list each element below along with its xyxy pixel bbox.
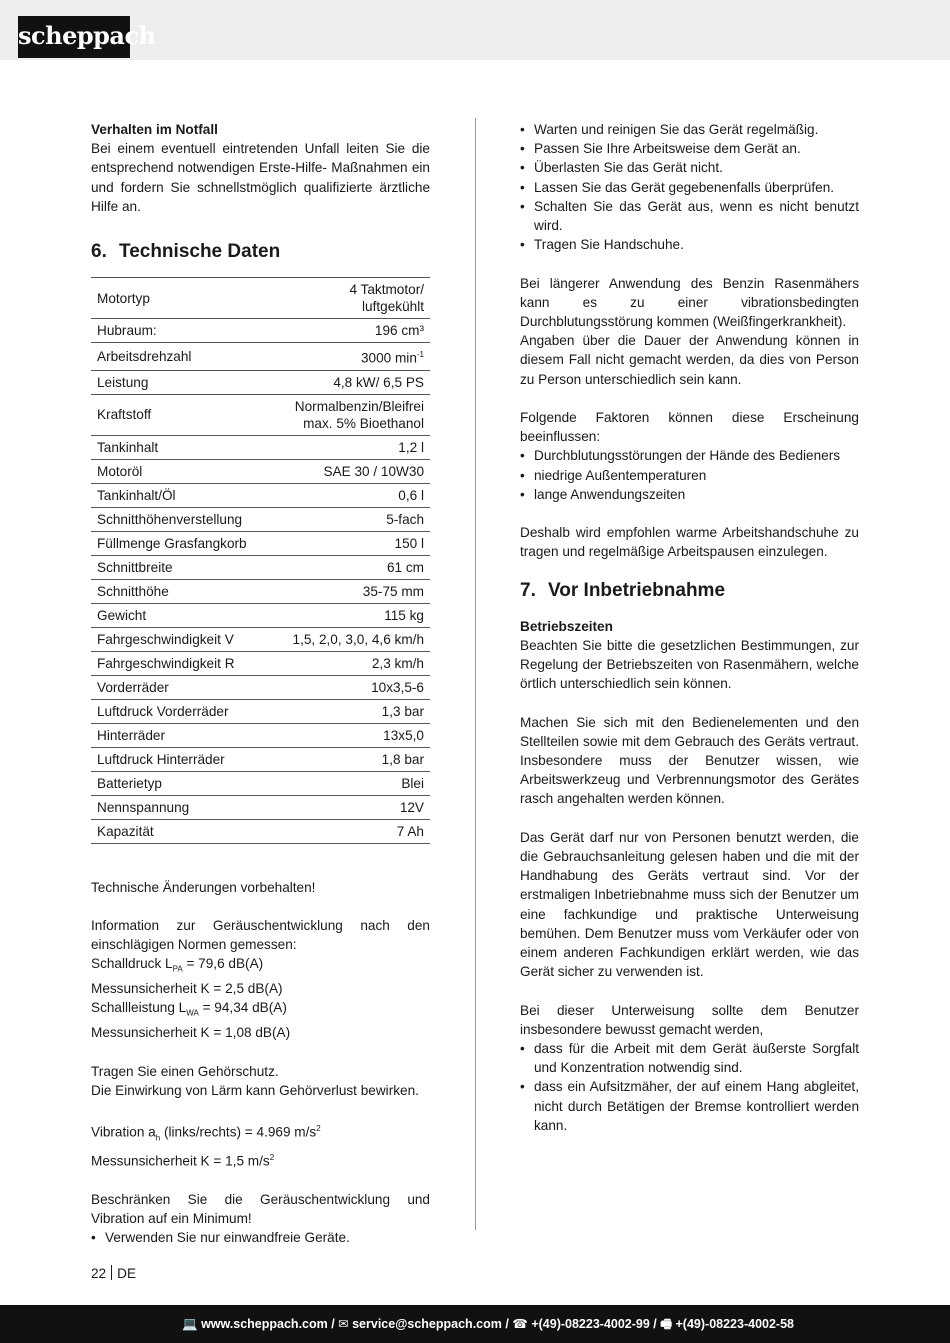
spec-row xyxy=(91,278,430,319)
footer-contact: 💻 www.scheppach.com / ✉ service@scheppach.com / ☎ +(49)-08223-4002-99 / 🖷 +(49)-08223-4002-58 xyxy=(182,1317,794,1331)
limit-text: Beschränken Sie die Geräuschentwicklung und Vibration auf ein Minimum! xyxy=(91,1191,430,1226)
betriebszeiten-heading: Betriebszeiten xyxy=(520,618,613,634)
section-6-title: Technische Daten xyxy=(119,241,281,263)
spec-value: 5-fach xyxy=(386,511,424,527)
spec-value: 0,6 l xyxy=(398,487,424,503)
instruction-intro: Bei dieser Unterweisung sollte dem Benutzer insbesondere bewusst gemacht werden, xyxy=(520,1002,859,1037)
spec-label: Schnittbreite xyxy=(97,559,173,575)
notfall-heading: Verhalten im Notfall xyxy=(91,122,218,137)
spec-label: Arbeitsdrehzahl xyxy=(97,348,192,364)
spec-row xyxy=(91,319,430,343)
spec-row xyxy=(91,555,430,579)
list-item: • Warten und reinigen Sie das Gerät regelmäßig. xyxy=(520,120,859,139)
page-number-separator xyxy=(111,1265,112,1280)
spec-value: 7 Ah xyxy=(396,823,424,839)
noise-line: Schallleistung $L_{WA} = 94,34$ dB(A) xyxy=(91,1000,287,1019)
spec-label: Gewicht xyxy=(97,607,147,623)
noise-intro: Information zur Geräuschentwicklung nach den einschlägigen Normen gemessen: xyxy=(91,917,430,953)
list-item: • Überlasten Sie das Gerät nicht. xyxy=(520,158,859,177)
spec-value: 61 cm xyxy=(386,559,424,575)
spec-row xyxy=(91,603,430,627)
spec-label: Nennspannung xyxy=(97,799,190,815)
spec-value: 1,3 bar xyxy=(381,703,424,719)
spec-row xyxy=(91,370,430,394)
spec-label: Motoröl xyxy=(97,463,143,479)
spec-row xyxy=(91,627,430,651)
spec-label: Fahrgeschwindigkeit V xyxy=(97,631,234,647)
list-item: • Verwenden Sie nur einwandfreie Geräte. xyxy=(91,1228,430,1247)
instruction-bullet-list xyxy=(520,1039,859,1135)
vibration-values xyxy=(91,1119,430,1170)
section-7-heading xyxy=(520,579,859,603)
spec-value: 35-75 mm xyxy=(362,583,424,599)
vibration-line: Vibration $a_h$ (links/rechts) = 4.969 $m/s^2$ xyxy=(91,1124,321,1143)
spec-row xyxy=(91,795,430,819)
spec-row xyxy=(91,675,430,699)
spec-row xyxy=(91,394,430,435)
spec-value: 115 kg xyxy=(384,607,424,623)
spec-label: Leistung xyxy=(97,374,149,390)
spec-value: 1,2 l xyxy=(398,439,424,455)
ear-protection-text: Tragen Sie einen Gehörschutz. xyxy=(91,1063,279,1079)
spec-label: Kraftstoff xyxy=(97,407,152,423)
spec-row xyxy=(91,343,430,371)
technical-data-table xyxy=(91,277,430,844)
list-item: • dass ein Aufsitzmäher, der auf einem Hang abgleitet, nicht durch Betätigen der Bremse kontrolliert werden kann. xyxy=(520,1077,859,1135)
spec-row xyxy=(91,435,430,459)
brand-logo: scheppach xyxy=(18,16,130,58)
spec-value: 1,5, 2,0, 3,0, 4,6 km/h xyxy=(292,631,424,647)
notfall-paragraph: Bei einem eventuell eintretenden Unfall leiten Sie die entsprechend notwendigen Erste-Hilfe- Maßnahmen ein und fordern Sie schnellstmöglich qualifizierte ärztliche Hilfe an. xyxy=(91,141,430,214)
spec-row xyxy=(91,579,430,603)
spec-value: 13x5,0 xyxy=(383,727,424,743)
list-item: • Schalten Sie das Gerät aus, wenn es nicht benutzt wird. xyxy=(520,197,859,235)
spec-value: 4 Taktmotor/ luftgekühlt xyxy=(349,282,424,315)
vibration-line: Messunsicherheit K = 1,5 $m/s^2$ xyxy=(91,1152,275,1169)
spec-row xyxy=(91,531,430,555)
list-item: • Durchblutungsstörungen der Hände des Bedieners xyxy=(520,446,859,465)
right-column xyxy=(520,120,859,1135)
spec-value: 3000 $\min^{-1}$ xyxy=(360,350,424,366)
spec-row xyxy=(91,483,430,507)
spec-row xyxy=(91,747,430,771)
spec-label: Tankinhalt/Öl xyxy=(97,487,176,503)
spec-row xyxy=(91,699,430,723)
spec-label: Vorderräder xyxy=(97,679,169,695)
section-6-heading xyxy=(91,240,430,264)
spec-label: Tankinhalt xyxy=(97,439,159,455)
spec-value: Blei xyxy=(401,775,424,791)
noise-line: Schalldruck $L_{PA} = 79,6$ dB(A) xyxy=(91,956,264,975)
list-item: • Tragen Sie Handschuhe. xyxy=(520,235,859,254)
noise-values xyxy=(91,954,430,1042)
ear-warning-text: Die Einwirkung von Lärm kann Gehörverlust bewirken. xyxy=(91,1082,419,1098)
spec-value: 4,8 kW/ 6,5 PS xyxy=(333,374,424,390)
spec-label: Kapazität xyxy=(97,823,154,839)
vibration-paragraph-1: Bei längerer Anwendung des Benzin Rasenmähers kann es zu einer vibrationsbedingten Durchblutungsstörung kommen (Weißfingerkrankheit). xyxy=(520,275,859,330)
spec-value: Normalbenzin/Bleifrei max. 5% Bioethanol xyxy=(294,398,424,431)
spec-label: Batterietyp xyxy=(97,775,162,791)
list-item: • Passen Sie Ihre Arbeitsweise dem Gerät an. xyxy=(520,139,859,158)
page-number: 22 xyxy=(91,1266,107,1281)
limit-bullet-list xyxy=(91,1228,430,1247)
list-item: • dass für die Arbeit mit dem Gerät äußerste Sorgfalt und Konzentration notwendig sind. xyxy=(520,1039,859,1077)
footer-contact-bar xyxy=(0,1305,950,1343)
left-column xyxy=(91,120,430,1247)
spec-label: Luftdruck Vorderräder xyxy=(97,703,229,719)
spec-value: 150 l xyxy=(394,535,424,551)
spec-row xyxy=(91,723,430,747)
spec-value: 1,8 bar xyxy=(381,751,424,767)
noise-line: Messunsicherheit K = 1,08 dB(A) xyxy=(91,1025,291,1041)
section-7-number: 7. xyxy=(520,579,536,601)
factors-bullet-list xyxy=(520,446,859,504)
spec-label: Schnitthöhenverstellung xyxy=(97,511,243,527)
list-item: • Lassen Sie das Gerät gegebenenfalls überprüfen. xyxy=(520,178,859,197)
section-7-title: Vor Inbetriebnahme xyxy=(548,579,726,601)
spec-label: Motortyp xyxy=(97,290,150,306)
spec-row xyxy=(91,507,430,531)
column-divider xyxy=(475,118,476,1230)
noise-line: Messunsicherheit K = 2,5 dB(A) xyxy=(91,981,283,997)
spec-label: Luftdruck Hinterräder xyxy=(97,751,225,767)
gloves-paragraph: Deshalb wird empfohlen warme Arbeitshandschuhe zu tragen und regelmäßige Arbeitspausen einzulegen. xyxy=(520,525,859,560)
spec-label: Fahrgeschwindigkeit R xyxy=(97,655,235,671)
controls-paragraph: Machen Sie sich mit den Bedienelementen und den Stellteilen sowie mit dem Gebrauch des Geräts vertraut. Insbesondere muss der Benutzer wissen, wie Arbeitswerkzeug und Verbrennungsmotor des Gerätes rasch angehalten werden können. xyxy=(520,714,859,807)
language-code: DE xyxy=(117,1266,137,1281)
spec-value: SAE 30 / 10W30 xyxy=(323,463,424,479)
users-paragraph: Das Gerät darf nur von Personen benutzt werden, die die Gebrauchsanleitung gelesen haben und die mit der Handhabung des Geräts vertraut sind. Vor der erstmaligen Inbetriebnahme muss sich der Benutzer um eine fachkundige und praktische Unterweisung bemühen. Dem Benutzer muss vom Verkäufer oder von einem anderen Fachkundigen erklärt werden, wie das Gerät sicher zu verwenden ist. xyxy=(520,829,859,980)
spec-row xyxy=(91,771,430,795)
spec-label: Schnitthöhe xyxy=(97,583,169,599)
safety-bullet-list xyxy=(520,120,859,254)
factors-intro: Folgende Faktoren können diese Erscheinung beeinflussen: xyxy=(520,410,859,445)
spec-row xyxy=(91,459,430,483)
spec-value: 10x3,5-6 xyxy=(371,679,424,695)
spec-value: 2,3 km/h xyxy=(371,655,424,671)
spec-value: 12V xyxy=(399,799,424,815)
section-6-number: 6. xyxy=(91,241,107,263)
list-item: • lange Anwendungszeiten xyxy=(520,485,859,504)
spec-row xyxy=(91,651,430,675)
spec-row xyxy=(91,819,430,843)
spec-value: 196 cm³ xyxy=(374,323,424,339)
spec-label: Füllmenge Grasfangkorb xyxy=(97,535,247,551)
changes-note: Technische Änderungen vorbehalten! xyxy=(91,879,316,895)
spec-label: Hubraum: xyxy=(97,323,157,339)
spec-label: Hinterräder xyxy=(97,727,165,743)
vibration-paragraph-2: Angaben über die Dauer der Anwendung können in diesem Fall nicht gemacht werden, da dies von Person zu Person unterschiedlich sein kann. xyxy=(520,333,859,387)
page-number-block xyxy=(91,1265,136,1281)
list-item: • niedrige Außentemperaturen xyxy=(520,466,859,485)
betriebszeiten-paragraph: Beachten Sie bitte die gesetzlichen Bestimmungen, zur Regelung der Betriebszeiten von Rasenmähern, welche örtlich unterschiedlich sein können. xyxy=(520,637,859,692)
